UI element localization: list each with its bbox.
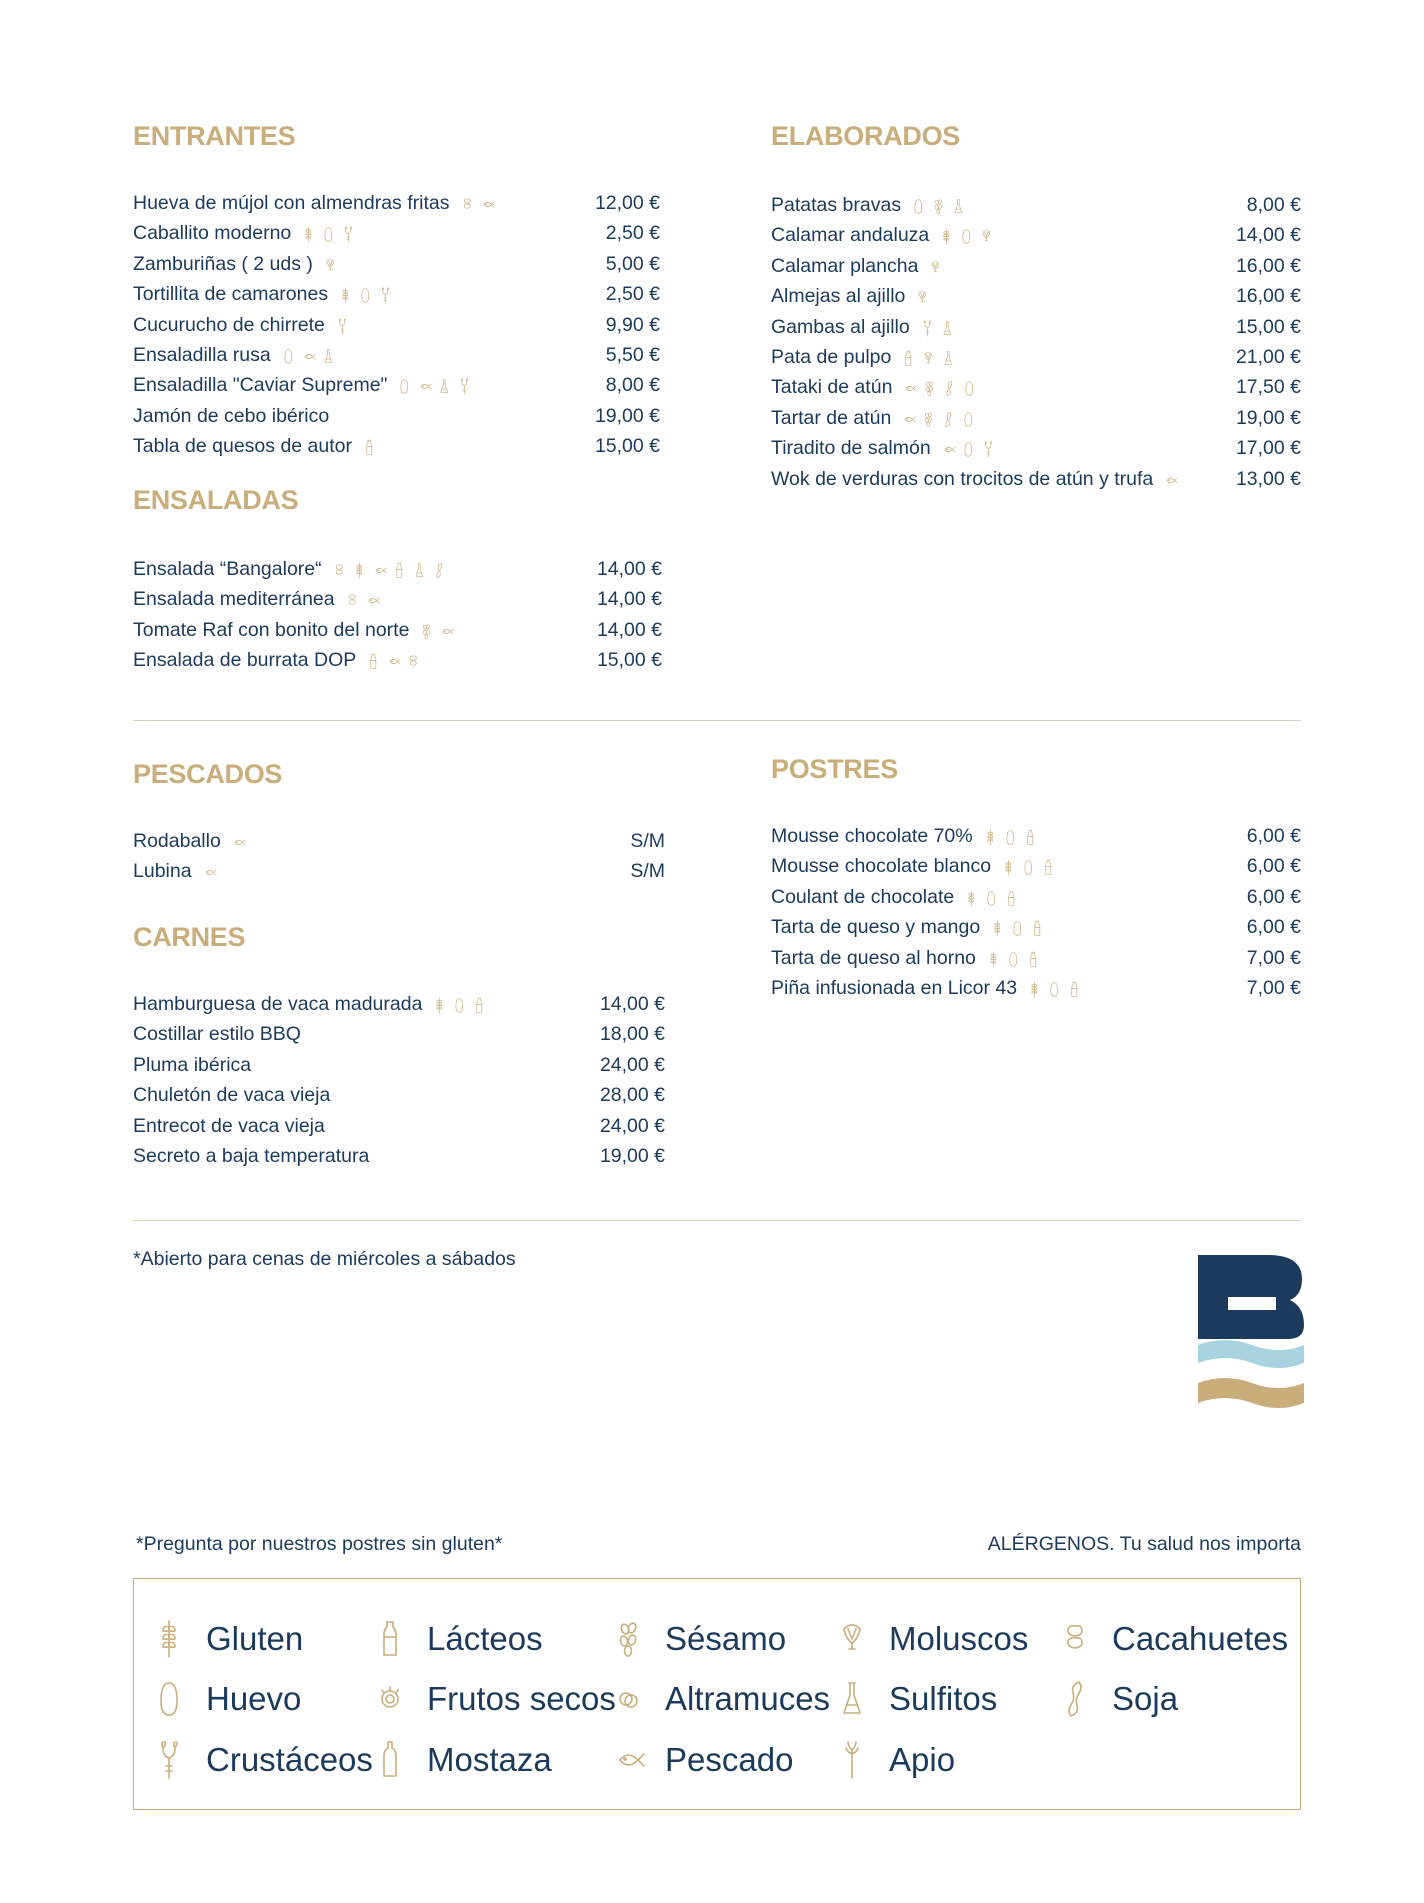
- dish-allergens: [368, 646, 428, 676]
- pescado-icon: [374, 562, 388, 579]
- menu-item: [771, 251, 1301, 281]
- huevo-icon: [156, 1679, 190, 1719]
- dish-price: 7,00 €: [1246, 976, 1301, 999]
- gluten-icon: [303, 226, 317, 243]
- lacteos-icon: [368, 653, 382, 670]
- lacteos-icon: [394, 562, 408, 579]
- dish-price: 17,00 €: [1235, 437, 1301, 460]
- menu-item: [133, 1050, 665, 1080]
- dish-price: 6,00 €: [1246, 825, 1301, 847]
- dish-name: Ensalada de burrata DOP: [133, 649, 357, 672]
- menu-item: [771, 912, 1301, 942]
- dish-name: Tartar de atún: [771, 406, 892, 429]
- menu-list-entrantes: [133, 188, 660, 462]
- dish-name: Mousse chocolate blanco: [771, 855, 992, 878]
- dish-price: 12,00 €: [594, 192, 660, 214]
- dish-allergens: [903, 403, 983, 433]
- gluten-icon: [966, 890, 980, 907]
- section-title-entrantes: ENTRANTES: [133, 121, 296, 151]
- menu-item: [133, 584, 662, 614]
- dish-price: 7,00 €: [1246, 946, 1301, 969]
- dish-price: 28,00 €: [599, 1084, 665, 1107]
- dish-name: Costillar estilo BBQ: [133, 1023, 301, 1046]
- allergen-legend: [133, 1578, 1301, 1810]
- moluscos-icon: [325, 257, 339, 274]
- dish-price: 6,00 €: [1246, 885, 1301, 908]
- dish-allergens: [325, 249, 345, 279]
- huevo-icon: [963, 411, 977, 428]
- moluscos-icon: [981, 228, 995, 245]
- dish-price: 2,50 €: [605, 222, 660, 245]
- huevo-icon: [360, 287, 374, 304]
- sulfitos-icon: [414, 562, 428, 579]
- menu-list-ensaladas: [133, 554, 662, 676]
- gluten-icon: [988, 951, 1002, 968]
- crustaceos-icon: [156, 1740, 190, 1780]
- lacteos-icon: [1006, 890, 1020, 907]
- legend-label: Altramuces: [665, 1680, 831, 1717]
- menu-list-carnes: [133, 989, 665, 1171]
- lacteos-icon: [1032, 920, 1046, 937]
- dish-allergens: [337, 310, 357, 340]
- dish-price: 21,00 €: [1235, 345, 1301, 368]
- legend-label: Soja: [1112, 1680, 1179, 1717]
- legend-label: Huevo: [206, 1680, 302, 1717]
- dish-price: 8,00 €: [605, 374, 660, 397]
- menu-item: [133, 188, 660, 218]
- menu-item: [133, 1111, 665, 1141]
- dish-name: Tabla de quesos de autor: [133, 435, 352, 458]
- dish-allergens: [1029, 974, 1089, 1004]
- gluten-icon: [1029, 981, 1043, 998]
- dish-name: Hueva de mújol con almendras fritas: [133, 192, 450, 214]
- dish-price: 14,00 €: [596, 588, 662, 611]
- huevo-icon: [963, 441, 977, 458]
- dish-name: Ensaladilla "Caviar Supreme": [133, 374, 388, 397]
- lacteos-icon: [1069, 981, 1083, 998]
- dish-name: Patatas bravas: [771, 194, 902, 216]
- legend-label: Sulfitos: [889, 1680, 998, 1717]
- pescado-icon: [903, 411, 917, 428]
- sulfitos-icon: [942, 320, 956, 337]
- lacteos-icon: [903, 350, 917, 367]
- menu-item: [133, 310, 660, 340]
- crustaceos-icon: [380, 287, 394, 304]
- dish-allergens: [421, 615, 461, 645]
- menu-list-pescados: [133, 826, 665, 887]
- dish-allergens: [903, 343, 963, 373]
- legend-label: Apio: [889, 1741, 956, 1778]
- menu-item: [133, 826, 665, 856]
- dish-allergens: [233, 827, 253, 857]
- dish-allergens: [930, 251, 950, 281]
- dish-allergens: [434, 990, 494, 1020]
- dish-name: Chuletón de vaca vieja: [133, 1084, 331, 1107]
- dish-name: Tarta de queso y mango: [771, 916, 981, 939]
- pescado-icon: [482, 196, 496, 213]
- dish-allergens: [985, 822, 1045, 852]
- gluten-icon: [1003, 859, 1017, 876]
- menu-item: [771, 403, 1301, 433]
- menu-item: [133, 989, 665, 1019]
- soja-icon: [434, 562, 448, 579]
- pescado-icon: [904, 380, 918, 397]
- dish-name: Wok de verduras con trocitos de atún y trufa: [771, 467, 1154, 490]
- dish-price: 19,00 €: [594, 404, 660, 427]
- lacteos-icon: [1028, 951, 1042, 968]
- menu-item: [771, 821, 1301, 851]
- menu-item: [771, 464, 1301, 494]
- dish-name: Pata de pulpo: [771, 345, 892, 368]
- menu-item: [133, 1019, 665, 1049]
- lacteos-icon: [364, 439, 378, 456]
- section-title-ensaladas: ENSALADAS: [133, 485, 299, 515]
- dish-price: 19,00 €: [599, 1144, 665, 1167]
- crustaceos-icon: [343, 226, 357, 243]
- menu-item: [133, 615, 662, 645]
- huevo-icon: [399, 378, 413, 395]
- dish-price: 24,00 €: [599, 1114, 665, 1137]
- allergens-heading: ALÉRGENOS. Tu salud nos importa: [987, 1533, 1301, 1555]
- dish-allergens: [1165, 464, 1185, 494]
- section-title-pescados: PESCADOS: [133, 759, 283, 789]
- dish-allergens: [943, 434, 1003, 464]
- dish-name: Rodaballo: [133, 830, 221, 852]
- menu-list-postres: [771, 821, 1301, 1003]
- dish-price: S/M: [630, 860, 665, 883]
- crustaceos-icon: [922, 320, 936, 337]
- dish-name: Jamón de cebo ibérico: [133, 404, 330, 427]
- section-title-carnes: CARNES: [133, 922, 246, 952]
- gluten-icon: [941, 228, 955, 245]
- lacteos-icon: [377, 1619, 411, 1659]
- dish-allergens: [922, 312, 962, 342]
- dish-allergens: [941, 221, 1001, 251]
- legend-label: Moluscos: [889, 1620, 1029, 1657]
- dish-price: 5,00 €: [605, 252, 660, 275]
- pescado-icon: [943, 441, 957, 458]
- sesamo-icon: [421, 623, 435, 640]
- pescado-icon: [388, 653, 402, 670]
- dish-name: Tarta de queso al horno: [771, 946, 976, 969]
- huevo-icon: [454, 997, 468, 1014]
- legend-label: Sésamo: [665, 1620, 787, 1657]
- dish-price: 18,00 €: [599, 1023, 665, 1046]
- dish-name: Almejas al ajillo: [771, 285, 906, 308]
- huevo-icon: [1005, 829, 1019, 846]
- dish-name: Tortillita de camarones: [133, 283, 329, 306]
- dish-name: Cucurucho de chirrete: [133, 313, 325, 336]
- crustaceos-icon: [459, 378, 473, 395]
- menu-item: [771, 281, 1301, 311]
- dish-price: 5,50 €: [605, 343, 660, 366]
- menu-item: [771, 220, 1301, 250]
- crustaceos-icon: [337, 318, 351, 335]
- menu-item: [133, 554, 662, 584]
- sulfitos-icon: [943, 350, 957, 367]
- gluten-icon: [340, 287, 354, 304]
- dish-allergens: [462, 189, 502, 219]
- dish-price: S/M: [630, 830, 665, 852]
- dish-name: Ensalada mediterránea: [133, 588, 335, 611]
- dish-price: 16,00 €: [1235, 285, 1301, 308]
- menu-item: [771, 433, 1301, 463]
- dish-allergens: [303, 219, 363, 249]
- dish-price: 15,00 €: [594, 435, 660, 458]
- pescado-icon: [233, 834, 247, 851]
- dish-name: Coulant de chocolate: [771, 885, 955, 908]
- huevo-icon: [913, 198, 927, 215]
- sesamo-icon: [924, 380, 938, 397]
- dish-allergens: [917, 282, 937, 312]
- dish-price: 19,00 €: [1235, 406, 1301, 429]
- dish-name: Hamburguesa de vaca madurada: [133, 993, 423, 1015]
- menu-item: [133, 249, 660, 279]
- pescado-icon: [615, 1740, 649, 1780]
- pescado-icon: [204, 864, 218, 881]
- legend-label: Mostaza: [427, 1741, 552, 1778]
- dish-price: 6,00 €: [1246, 855, 1301, 878]
- menu-item: [771, 973, 1301, 1003]
- huevo-icon: [1049, 981, 1063, 998]
- gluten-free-note: *Pregunta por nuestros postres sin gluten*: [136, 1533, 503, 1555]
- gluten-icon: [992, 920, 1006, 937]
- crustaceos-icon: [983, 441, 997, 458]
- altramuces-icon: [615, 1679, 649, 1719]
- dish-allergens: [913, 191, 973, 221]
- huevo-icon: [961, 228, 975, 245]
- gluten-icon: [354, 562, 368, 579]
- sulfitos-icon: [839, 1679, 873, 1719]
- menu-item: [771, 851, 1301, 881]
- menu-item: [771, 882, 1301, 912]
- cacahuetes-icon: [334, 562, 348, 579]
- huevo-icon: [964, 380, 978, 397]
- pescado-icon: [367, 592, 381, 609]
- dish-name: Secreto a baja temperatura: [133, 1144, 370, 1167]
- dish-name: Lubina: [133, 860, 192, 883]
- dinner-note: *Abierto para cenas de miércoles a sábados: [133, 1248, 516, 1270]
- dish-allergens: [966, 882, 1026, 912]
- dish-price: 14,00 €: [599, 993, 665, 1015]
- menu-item: [133, 401, 660, 431]
- dish-price: 13,00 €: [1235, 467, 1301, 490]
- dish-allergens: [992, 913, 1052, 943]
- sesamo-icon: [615, 1619, 649, 1659]
- menu-item: [133, 370, 660, 400]
- dish-price: 14,00 €: [596, 618, 662, 641]
- divider-bottom: [133, 1220, 1301, 1221]
- dish-allergens: [364, 432, 384, 462]
- dish-name: Ensalada “Bangalore“: [133, 558, 322, 580]
- menu-item: [133, 856, 665, 886]
- frutos-secos-icon: [377, 1679, 411, 1719]
- dish-name: Entrecot de vaca vieja: [133, 1114, 325, 1137]
- lacteos-icon: [1025, 829, 1039, 846]
- huevo-icon: [1023, 859, 1037, 876]
- dish-allergens: [347, 585, 387, 615]
- huevo-icon: [283, 348, 297, 365]
- pescado-icon: [1165, 472, 1179, 489]
- sulfitos-icon: [323, 348, 337, 365]
- brand-logo: [1198, 1255, 1306, 1413]
- apio-icon: [839, 1740, 873, 1780]
- soja-icon: [1062, 1679, 1096, 1719]
- dish-name: Caballito moderno: [133, 222, 292, 245]
- dish-price: 16,00 €: [1235, 254, 1301, 277]
- section-title-elaborados: ELABORADOS: [771, 121, 961, 151]
- menu-item: [771, 372, 1301, 402]
- moluscos-icon: [923, 350, 937, 367]
- menu-item: [771, 312, 1301, 342]
- legend-label: Lácteos: [427, 1620, 543, 1657]
- dish-name: Tataki de atún: [771, 376, 893, 399]
- dish-name: Tiradito de salmón: [771, 437, 931, 460]
- sulfitos-icon: [953, 198, 967, 215]
- gluten-icon: [156, 1619, 190, 1659]
- sulfitos-icon: [439, 378, 453, 395]
- pescado-icon: [419, 378, 433, 395]
- dish-name: Calamar plancha: [771, 254, 919, 277]
- pescado-icon: [441, 623, 455, 640]
- dish-price: 9,90 €: [605, 313, 660, 336]
- dish-price: 14,00 €: [596, 558, 662, 580]
- dish-name: Ensaladilla rusa: [133, 343, 271, 366]
- moluscos-icon: [917, 289, 931, 306]
- legend-label: Gluten: [206, 1620, 304, 1657]
- dish-allergens: [340, 280, 400, 310]
- cacahuetes-icon: [347, 592, 361, 609]
- dish-allergens: [988, 943, 1048, 973]
- huevo-icon: [986, 890, 1000, 907]
- dish-price: 24,00 €: [599, 1053, 665, 1076]
- dish-price: 15,00 €: [596, 649, 662, 672]
- menu-item: [771, 342, 1301, 372]
- dish-name: Calamar andaluza: [771, 224, 930, 247]
- soja-icon: [944, 380, 958, 397]
- dish-name: Tomate Raf con bonito del norte: [133, 618, 410, 641]
- huevo-icon: [1012, 920, 1026, 937]
- dish-price: 17,50 €: [1235, 376, 1301, 399]
- cacahuetes-icon: [1062, 1619, 1096, 1659]
- cacahuetes-icon: [462, 196, 476, 213]
- legend-label: Pescado: [665, 1741, 794, 1778]
- dish-allergens: [283, 341, 343, 371]
- menu-list-elaborados: [771, 190, 1301, 494]
- dish-name: Gambas al ajillo: [771, 315, 910, 338]
- dish-name: Pluma ibérica: [133, 1053, 252, 1076]
- dish-allergens: [1003, 852, 1063, 882]
- cacahuetes-icon: [408, 653, 422, 670]
- menu-item: [771, 943, 1301, 973]
- menu-item: [133, 340, 660, 370]
- menu-item: [771, 190, 1301, 220]
- dish-allergens: [904, 373, 984, 403]
- dish-name: Mousse chocolate 70%: [771, 825, 973, 847]
- legend-label: Frutos secos: [427, 1680, 616, 1717]
- dish-name: Zamburiñas ( 2 uds ): [133, 252, 313, 275]
- dish-price: 2,50 €: [605, 283, 660, 306]
- gluten-icon: [985, 829, 999, 846]
- lacteos-icon: [1043, 859, 1057, 876]
- divider-top: [133, 720, 1301, 721]
- dish-name: Piña infusionada en Licor 43: [771, 976, 1018, 999]
- gluten-icon: [434, 997, 448, 1014]
- sesamo-icon: [933, 198, 947, 215]
- dish-price: 14,00 €: [1235, 224, 1301, 247]
- mostaza-icon: [377, 1740, 411, 1780]
- menu-item: [133, 1080, 665, 1110]
- huevo-icon: [323, 226, 337, 243]
- huevo-icon: [1008, 951, 1022, 968]
- menu-item: [133, 279, 660, 309]
- soja-icon: [943, 411, 957, 428]
- menu-item: [133, 218, 660, 248]
- legend-label: Cacahuetes: [1112, 1620, 1289, 1657]
- menu-item: [133, 645, 662, 675]
- lacteos-icon: [474, 997, 488, 1014]
- dish-price: 15,00 €: [1235, 315, 1301, 338]
- pescado-icon: [303, 348, 317, 365]
- section-title-postres: POSTRES: [771, 754, 898, 784]
- dish-allergens: [204, 857, 224, 887]
- moluscos-icon: [930, 259, 944, 276]
- menu-item: [133, 1141, 665, 1171]
- moluscos-icon: [839, 1619, 873, 1659]
- dish-allergens: [334, 555, 454, 585]
- menu-item: [133, 431, 660, 461]
- dish-price: 6,00 €: [1246, 916, 1301, 939]
- legend-label: Crustáceos: [206, 1741, 373, 1778]
- sesamo-icon: [923, 411, 937, 428]
- dish-price: 8,00 €: [1246, 194, 1301, 216]
- dish-allergens: [399, 371, 479, 401]
